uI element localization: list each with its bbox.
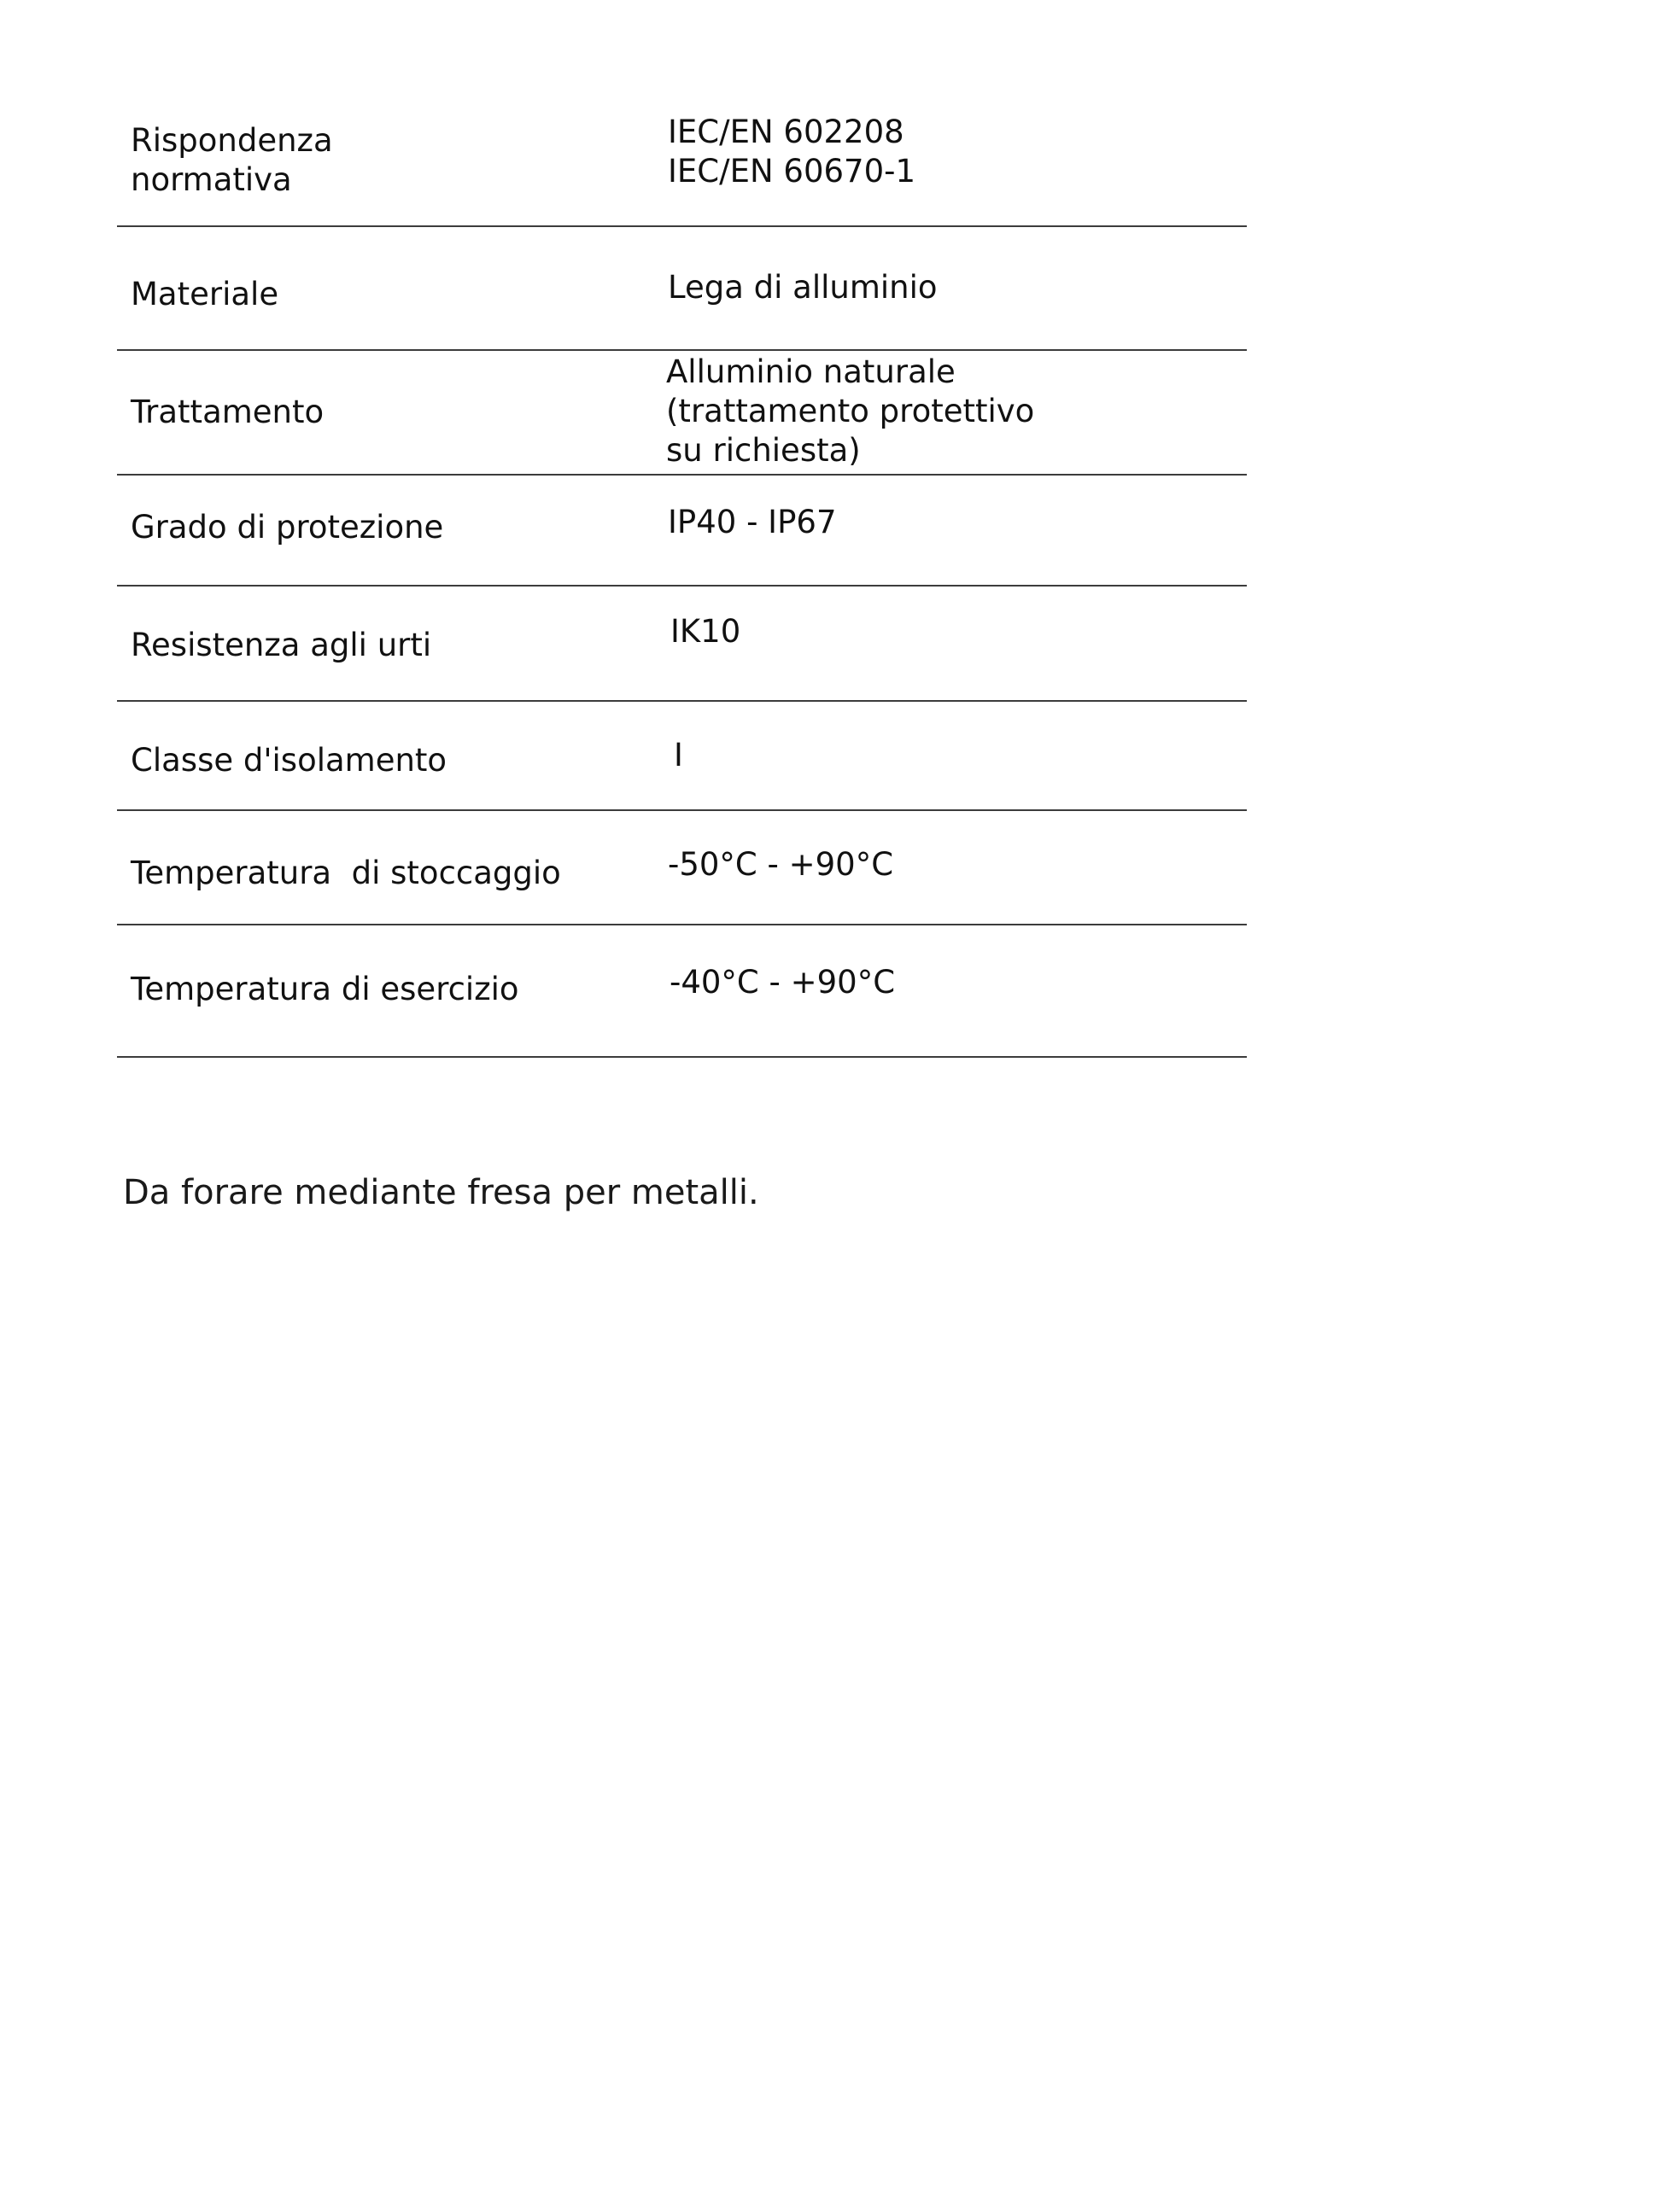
spec-label: Resistenza agli urti: [131, 627, 432, 663]
spec-value: Alluminio naturale (trattamento protettivo su richiesta): [666, 353, 1035, 469]
drilling-note: Da forare mediante fresa per metalli.: [123, 1173, 759, 1212]
spec-label: Grado di protezione: [131, 509, 444, 546]
spec-label: Materiale: [131, 276, 279, 312]
spec-value: -50°C - +90°C: [668, 846, 894, 883]
spec-row-classe-isolamento: [117, 702, 1247, 811]
spec-row-grado-protezione: [117, 476, 1247, 587]
spec-row-temperatura-stoccaggio: [117, 811, 1247, 925]
spec-value: -40°C - +90°C: [670, 964, 896, 1001]
spec-table: [117, 102, 1247, 1058]
spec-label: Trattamento: [131, 394, 325, 430]
spec-row-temperatura-esercizio: [117, 925, 1247, 1058]
spec-row-trattamento: [117, 351, 1247, 476]
spec-label: Classe d'isolamento: [131, 742, 447, 779]
spec-value: I: [674, 737, 683, 773]
spec-value: Lega di alluminio: [668, 269, 938, 306]
spec-value: IK10: [670, 613, 741, 650]
spec-value: IEC/EN 602208 IEC/EN 60670-1: [668, 114, 916, 190]
spec-row-resistenza-urti: [117, 587, 1247, 702]
spec-row-materiale: [117, 227, 1247, 351]
spec-label: Temperatura di stoccaggio: [131, 855, 561, 891]
spec-label: Rispondenza normativa: [131, 122, 333, 198]
spec-row-rispondenza: [117, 102, 1247, 227]
spec-value: IP40 - IP67: [668, 504, 837, 540]
spec-label: Temperatura di esercizio: [131, 971, 519, 1007]
